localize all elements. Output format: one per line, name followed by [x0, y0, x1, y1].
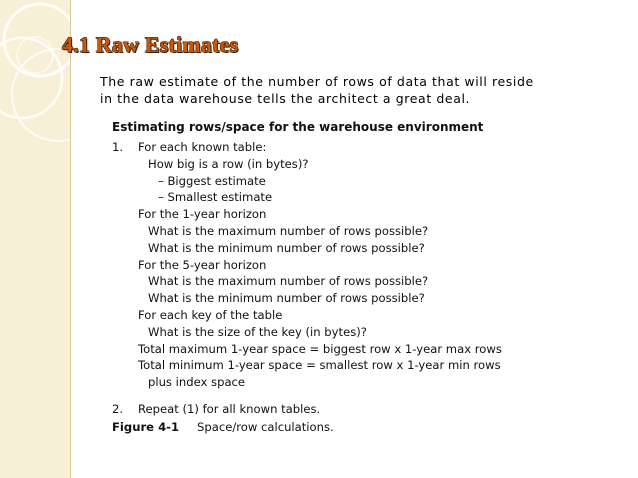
step-line: For the 5-year horizon	[138, 257, 267, 272]
intro-line: The raw estimate of the number of rows of data that will reside	[100, 74, 534, 89]
step-line: Repeat (1) for all known tables.	[138, 401, 321, 416]
decorative-left-band	[0, 0, 71, 478]
step-line: What is the maximum number of rows possible?	[148, 274, 429, 289]
step-number: 2.	[112, 401, 124, 416]
intro-text	[100, 73, 600, 107]
step-1	[112, 139, 612, 156]
step-line: What is the size of the key (in bytes)?	[148, 324, 367, 339]
step-line: How big is a row (in bytes)?	[148, 156, 309, 171]
decorative-circles	[0, 0, 70, 478]
step-line: – Biggest estimate	[158, 173, 266, 188]
step-line: – Smallest estimate	[158, 190, 273, 205]
step-2	[112, 401, 612, 418]
step-line: For each known table:	[138, 140, 267, 154]
figure-caption	[112, 420, 612, 434]
step-line: plus index space	[148, 375, 246, 390]
intro-line: in the data warehouse tells the architect a great deal.	[100, 91, 471, 106]
step-line: What is the minimum number of rows possible?	[148, 291, 425, 306]
step-line: Total maximum 1-year space = biggest row x 1-year max rows	[138, 341, 502, 356]
step-1-details	[112, 156, 612, 391]
figure-label: Figure 4-1	[112, 419, 180, 434]
figure-caption-text: Space/row calculations.	[197, 419, 334, 434]
step-number: 1.	[112, 140, 124, 154]
figure-heading: Estimating rows/space for the warehouse environment	[112, 120, 484, 134]
figure-space-row-calculations	[112, 120, 612, 434]
step-line: For the 1-year horizon	[138, 207, 267, 222]
step-line: What is the minimum number of rows possible?	[148, 240, 425, 255]
step-line: For each key of the table	[138, 307, 283, 322]
step-line: Total minimum 1-year space = smallest row x 1-year min rows	[138, 358, 501, 373]
slide-title: 4.1 Raw Estimates	[62, 32, 239, 57]
step-line: What is the maximum number of rows possible?	[148, 223, 429, 238]
